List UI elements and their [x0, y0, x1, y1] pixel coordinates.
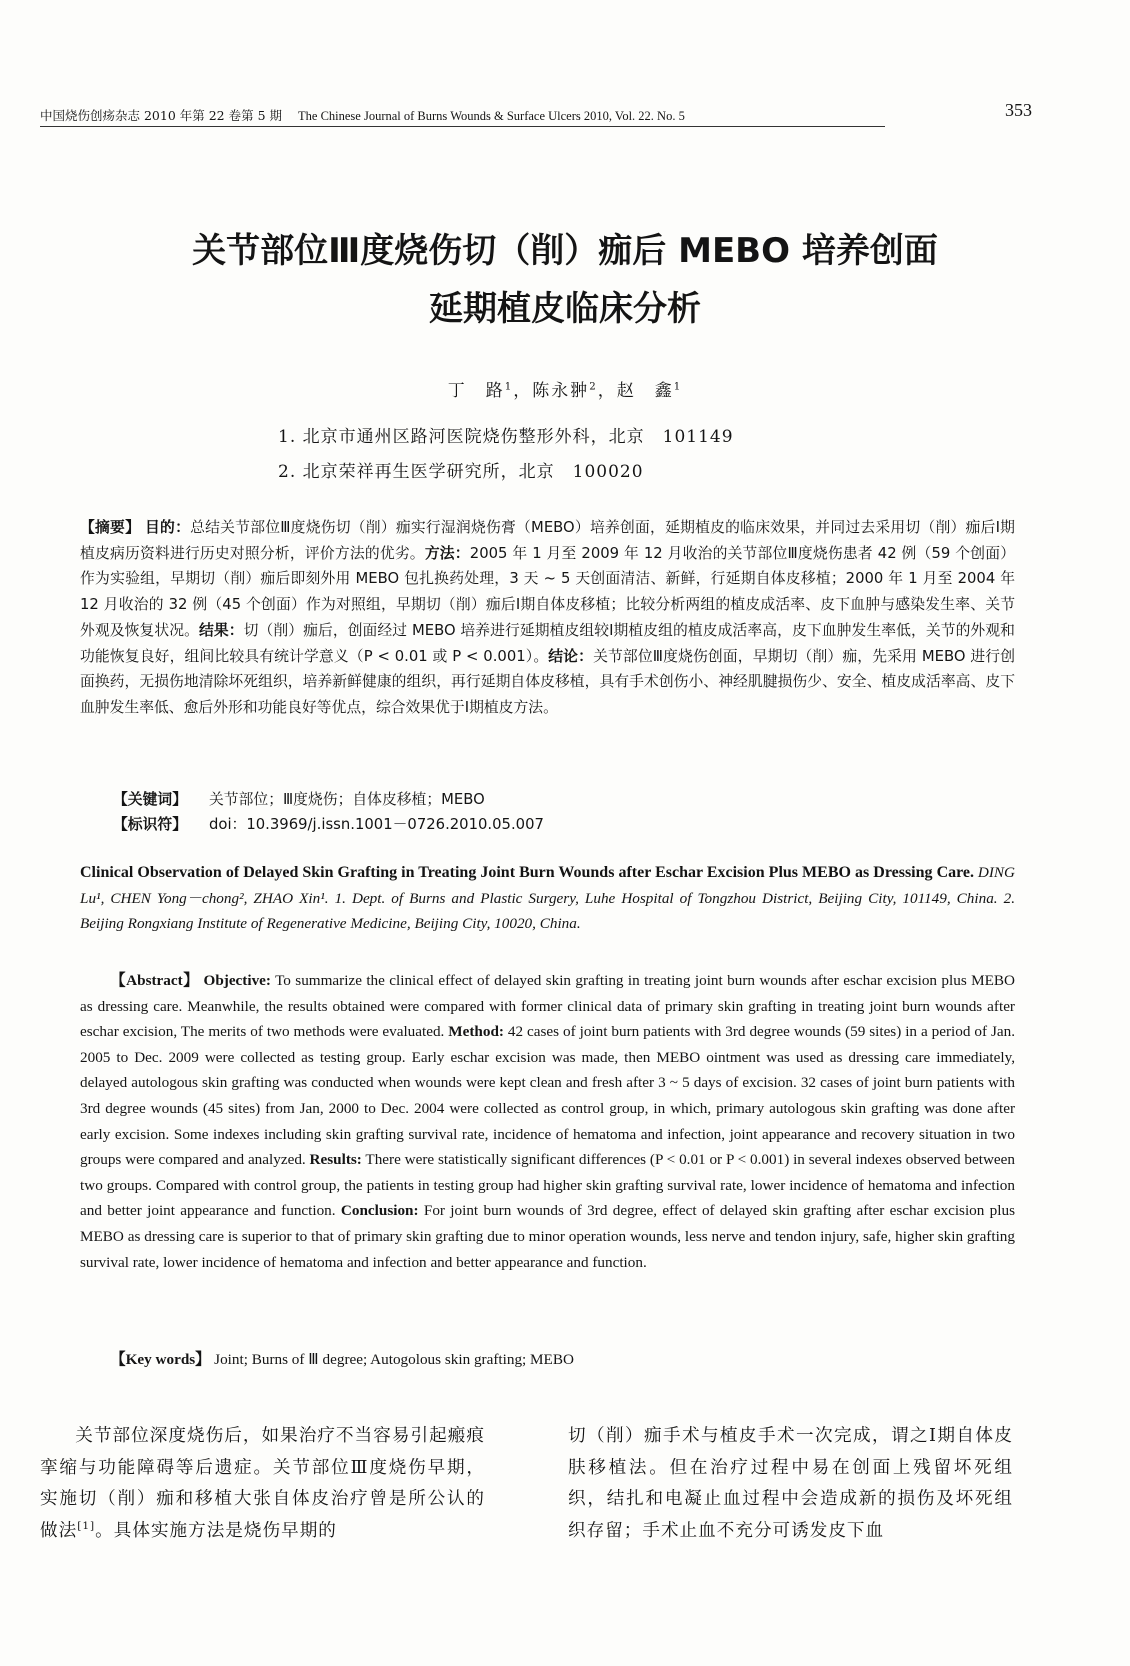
- method-en-label: Method:: [448, 1023, 504, 1041]
- conclusion-text: 关节部位Ⅲ度烧伤创面，早期切（削）痂，先采用 MEBO 进行创面换药，无损伤地清除坏死组织，培养新鲜健康的组织，再行延期自体皮移植，具有手术创伤小、神经肌腱损伤少、安全、植皮成活率高、皮下血肿发生率低、愈后外形和功能良好等优点，综合效果优于Ⅰ期植皮方法。: [80, 647, 1015, 716]
- abstract-label: 【摘要】: [80, 519, 141, 536]
- page-number: 353: [1005, 100, 1032, 120]
- method-label: 方法：: [424, 544, 470, 562]
- body-column-left: [40, 1421, 485, 1547]
- title-line-2: 延期植皮临床分析: [429, 289, 701, 329]
- conclusion-label: 结论：: [548, 647, 594, 665]
- author-name: 赵 鑫: [616, 381, 674, 401]
- keywords-zh: [113, 788, 485, 809]
- abstract-zh: [80, 515, 1015, 721]
- result-text: 切（削）痂后，创面经过 MEBO 培养进行延期植皮组较Ⅰ期植皮组的植皮成活率高，皮下血肿发生率低，关节的外观和功能恢复良好，组间比较具有统计学意义（P < 0.01 或 P < 0.001）。: [80, 621, 1015, 665]
- title-line-1: 关节部位Ⅲ度烧伤切（削）痂后 MEBO 培养创面: [192, 231, 938, 271]
- running-header: [40, 106, 1040, 124]
- english-title-block: [80, 860, 1015, 937]
- body-left-tail: 。具体实施方法是烧伤早期的: [95, 1520, 337, 1541]
- results-en-label: Results:: [309, 1151, 362, 1169]
- abstract-en: [80, 968, 1015, 1275]
- result-label: 结果：: [198, 621, 244, 639]
- affiliation-1: 1. 北京市通州区路河医院烧伤整形外科，北京 101149: [278, 427, 734, 447]
- conclusion-en-text: For joint burn wounds of 3rd degree, effect of delayed skin grafting after eschar excision plus MEBO as dressing care is superior to that of primary skin grafting due to minor operation wounds, less nerve and tendon injury, safe, higher skin grafting survival rate, lower incidence of hematoma and infection and better appearance and function.: [80, 1202, 1015, 1271]
- journal-name-en: The Chinese Journal of Burns Wounds & Surface Ulcers 2010, Vol. 22. No. 5: [298, 109, 685, 123]
- identifier-label: 【标识符】: [113, 816, 187, 833]
- keywords-en-text: Joint; Burns of Ⅲ degree; Autogolous skin grafting; MEBO: [214, 1351, 574, 1368]
- author-affil-mark: 1: [504, 381, 514, 393]
- method-en-text: 42 cases of joint burn patients with 3rd degree wounds (59 sites) in a period of Jan. 2005 to Dec. 2009 were collected as testing group. Early eschar excision was made, then MEBO ointment was used as dressing care immediately, delayed autologous skin grafting was conducted when wounds were kept clean and fresh after 3 ~ 5 days of excision. 32 cases of joint burn patients with 3rd degree wounds (45 sites) from Jan, 2000 to Dec. 2004 were collected as control group, in which, primary autologous skin grafting was done after early excision. Some indexes including skin grafting survival rate, incidence of hematoma and infection, joint appearance and recovery situation in two groups were compared and analyzed.: [80, 1023, 1015, 1169]
- objective-en-label: Objective:: [203, 972, 271, 989]
- authors-zh: 丁 路$^1$，陈永翀$^2$，赵 鑫$^1$: [447, 381, 683, 401]
- author-affil-mark: 1: [673, 381, 683, 393]
- objective-en-text: To summarize the clinical effect of delayed skin grafting in treating joint burn wounds after eschar excision plus MEBO as dressing care. Meanwhile, the results obtained were compared with former clinical data of primary skin grafting in treating joint burn wounds after eschar excision, The merits of two methods were evaluated.: [80, 972, 1016, 1041]
- article-title-zh: [40, 222, 1090, 338]
- reference-marker: [1]: [77, 1519, 96, 1532]
- header-rule: [40, 126, 885, 127]
- method-text: 2005 年 1 月至 2009 年 12 月收治的关节部位Ⅲ度烧伤患者 42 例（59 个创面）作为实验组，早期切（削）痂后即刻外用 MEBO 包扎换药处理，3 天 ~ 5 天创面清洁、新鲜，行延期自体皮移植；2000 年 1 月至 2004 年 12 月收治的 32 例（45 个创面）作为对照组，早期切（削）痂后Ⅰ期自体皮移植；比较分析两组的植皮成活率、皮下血肿与感染发生率、关节外观及恢复状况。: [80, 544, 1015, 639]
- objective-text: 总结关节部位Ⅲ度烧伤切（削）痂实行湿润烧伤膏（MEBO）培养创面，延期植皮的临床效果，并同过去采用切（削）痂后Ⅰ期植皮病历资料进行历史对照分析，评价方法的优劣。: [80, 519, 1015, 562]
- journal-name-zh: 中国烧伤创疡杂志 2010 年第 22 卷第 5 期: [40, 108, 283, 123]
- affiliation-2: 2. 北京荣祥再生医学研究所，北京 100020: [278, 462, 644, 482]
- body-left-text: 关节部位深度烧伤后，如果治疗不当容易引起瘢痕挛缩与功能障碍等后遗症。关节部位Ⅲ度烧伤早期，实施切（削）痂和移植大张自体皮治疗曾是所公认的做法: [40, 1426, 485, 1541]
- author-name: 丁 路: [447, 381, 505, 401]
- author-name: 陈永翀: [532, 381, 590, 401]
- keywords-text: 关节部位；Ⅲ度烧伤；自体皮移植；MEBO: [209, 791, 485, 808]
- conclusion-en-label: Conclusion:: [340, 1202, 419, 1220]
- doi-text: doi：10.3969/j.issn.1001－0726.2010.05.007: [209, 816, 544, 833]
- body-column-right: 切（削）痂手术与植皮手术一次完成，谓之Ⅰ期自体皮肤移植法。但在治疗过程中易在创面上残留坏死组织，结扎和电凝止血过程中会造成新的损伤及坏死组织存留；手术止血不充分可诱发皮下血: [568, 1426, 1013, 1541]
- keywords-en-label: 【Key words】: [110, 1351, 211, 1368]
- english-authors-affiliations: DING Lu¹, CHEN Yong－chong², ZHAO Xin¹. 1. Dept. of Burns and Plastic Surgery, Luhe Hospital of Tongzhou District, Beijing City, 101149, China. 2. Beijing Rongxiang Institute of Regenerative Medicine, Beijing City, 10020, China.: [80, 864, 1016, 933]
- author-affil-mark: 2: [589, 381, 598, 393]
- keywords-en: [80, 1347, 1015, 1373]
- keywords-label: 【关键词】: [113, 791, 187, 808]
- english-title: Clinical Observation of Delayed Skin Grafting in Treating Joint Burn Wounds after Eschar Excision Plus MEBO as Dressing Care.: [80, 864, 975, 881]
- results-en-text: There were statistically significant differences (P < 0.01 or P < 0.001) in several indexes observed between two groups. Compared with control group, the patients in testing group had higher skin grafting survival rate, lower incidence of hematoma and infection and better joint appearance and function.: [80, 1151, 1016, 1220]
- identifier-zh: [113, 813, 544, 834]
- abstract-en-label: 【Abstract】: [110, 972, 200, 989]
- objective-label: 目的：: [145, 519, 191, 536]
